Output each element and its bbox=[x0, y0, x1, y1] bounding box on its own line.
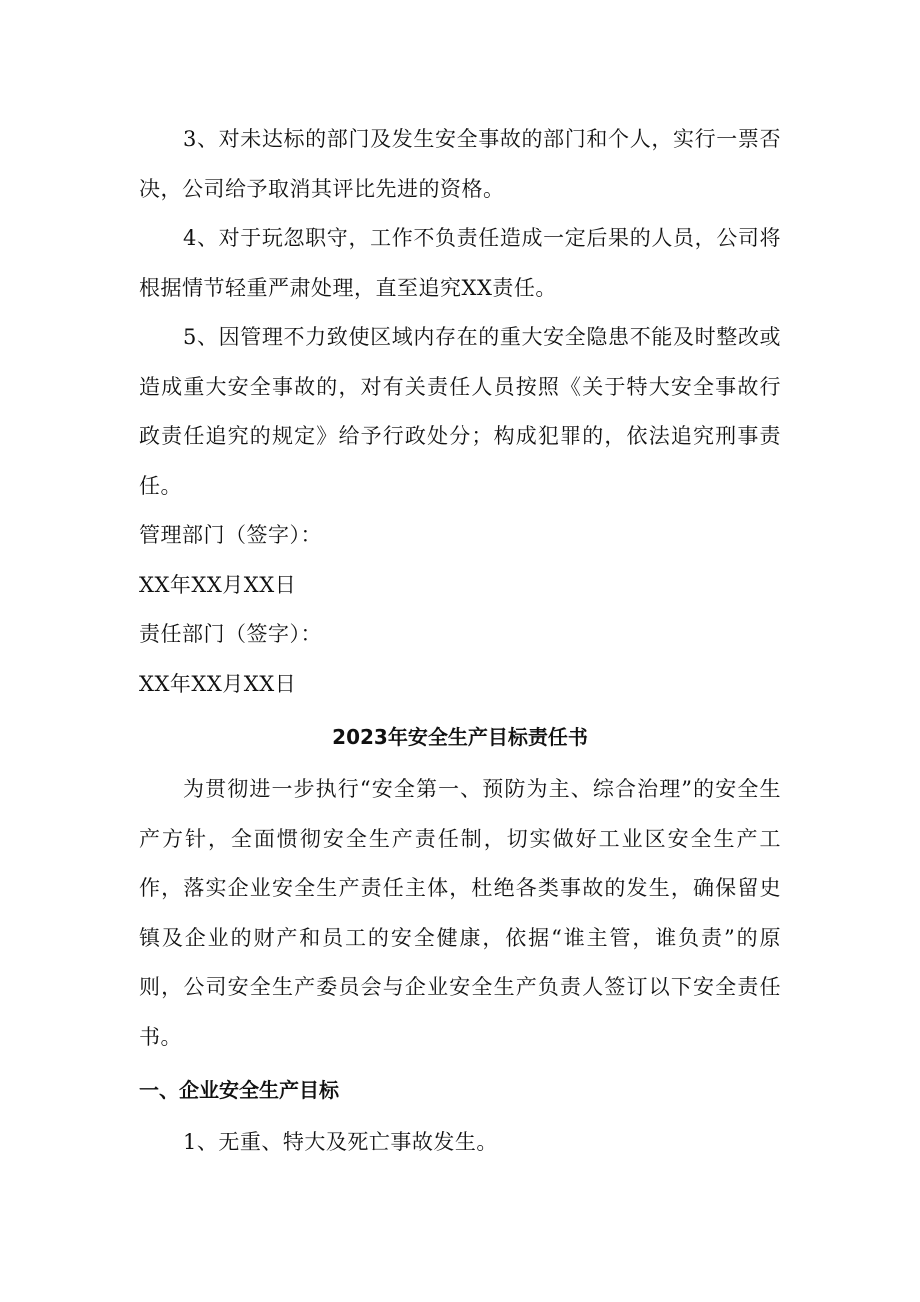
management-signature-label: 管理部门（签字）： bbox=[139, 523, 322, 547]
clause-5: 5、因管理不力致使区域内存在的重大安全隐患不能及时整改或造成重大安全事故的，对有关责任人员按照《关于特大安全事故行政责任追究的规定》给予行政处分；构成犯罪的，依法追究刑事责任。 bbox=[139, 325, 781, 498]
document-body bbox=[139, 115, 781, 1168]
management-signature-date: XX年XX月XX日 bbox=[139, 572, 297, 597]
responsible-signature-label: 责任部门（签字）： bbox=[139, 622, 322, 646]
document-title: 2023年安全生产目标责任书 bbox=[332, 725, 588, 749]
responsible-signature-date: XX年XX月XX日 bbox=[139, 671, 297, 696]
section-heading: 一、企业安全生产目标 bbox=[139, 1078, 339, 1102]
section-item-1: 1、无重、特大及死亡事故发生。 bbox=[183, 1130, 498, 1154]
intro-paragraph: 为贯彻进一步执行“安全第一、预防为主、综合治理”的安全生产方针，全面惯彻安全生产责任制，切实做好工业区安全生产工作，落实企业安全生产责任主体，杜绝各类事故的发生，确保留史镇及企业的财产和员工的安全健康，依据“谁主管，谁负责”的原则，公司安全生产委员会与企业安全生产负责人签订以下安全责任书。 bbox=[139, 777, 781, 1049]
clause-3: 3、对未达标的部门及发生安全事故的部门和个人，实行一票否决，公司给予取消其评比先进的资格。 bbox=[139, 127, 781, 201]
clause-4: 4、对于玩忽职守，工作不负责任造成一定后果的人员，公司将根据情节轻重严肃处理，直至追究XX责任。 bbox=[139, 226, 781, 300]
